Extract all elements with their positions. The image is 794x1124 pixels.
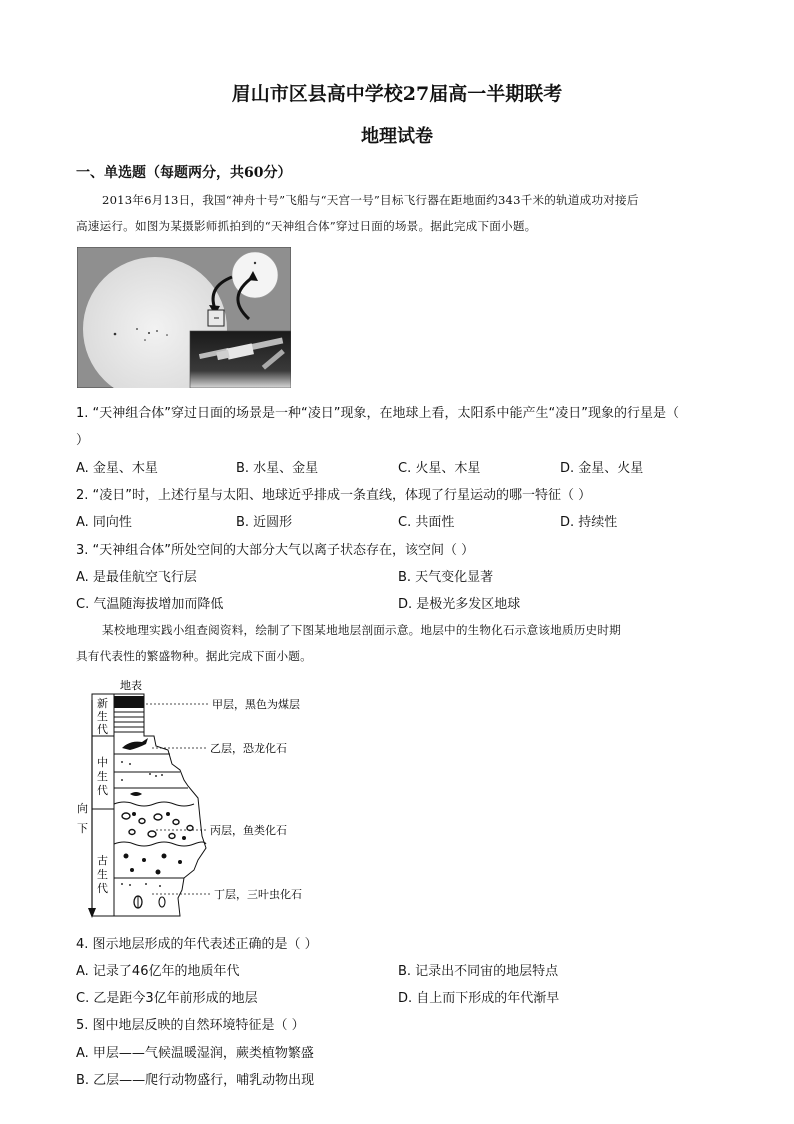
passage-1-line-2: 高速运行。如图为某摄影师抓拍到的“天神组合体”穿过日面的场景。据此完成下面小题。	[76, 219, 537, 233]
question-5-option-b[interactable]: B. 乙层——爬行动物盛行，哺乳动物出现	[76, 1073, 315, 1088]
question-5-option-a[interactable]: A. 甲层——气候温暖湿润，蕨类植物繁盛	[76, 1046, 314, 1061]
question-1-option-c[interactable]: C. 火星、木星	[398, 461, 481, 476]
question-1-stem-cont: ）	[76, 433, 90, 448]
coal-layer	[114, 696, 144, 708]
strata-profile-figure	[72, 676, 322, 920]
era-mesozoic-3: 代	[97, 784, 108, 797]
question-1-option-d[interactable]: D. 金星、火星	[560, 461, 644, 476]
direction-label-2: 下	[77, 822, 88, 835]
question-4-stem: 4. 图示地层形成的年代表述正确的是（ ）	[76, 937, 318, 952]
question-3-stem: 3. “天神组合体”所处空间的大部分大气以离子状态存在，该空间（ ）	[76, 543, 475, 558]
question-4-option-c[interactable]: C. 乙是距今3亿年前形成的地层	[76, 991, 258, 1006]
era-cenozoic-3: 代	[97, 723, 108, 736]
section-heading: 一、单选题（每题两分，共60分）	[76, 165, 292, 181]
question-1-option-b[interactable]: B. 水星、金星	[236, 461, 319, 476]
question-4-option-d[interactable]: D. 自上而下形成的年代渐早	[398, 991, 560, 1006]
direction-label-1: 向	[77, 802, 88, 815]
passage-1	[76, 187, 722, 239]
passage-2-line-1: 某校地理实践小组查阅资料，绘制了下图某地地层剖面示意。地层中的生物化石示意该地质历史时期	[102, 623, 621, 637]
question-3-option-d[interactable]: D. 是极光多发区地球	[398, 597, 521, 612]
sun-transit-photo	[77, 247, 291, 388]
question-1-stem: 1. “天神组合体”穿过日面的场景是一种“凌日”现象，在地球上看，太阳系中能产生“凌日”现象的行星是（	[76, 406, 679, 421]
passage-1-line-1: 2013年6月13日，我国“神舟十号”飞船与“天宫一号”目标飞行器在距地面约343千米的轨道成功对接后	[102, 193, 639, 207]
surface-label: 地表	[120, 679, 142, 692]
era-paleozoic-3: 代	[97, 882, 108, 895]
era-mesozoic-2: 生	[97, 770, 108, 783]
era-paleozoic-2: 生	[97, 868, 108, 881]
question-2-option-c[interactable]: C. 共面性	[398, 515, 455, 530]
question-2-option-b[interactable]: B. 近圆形	[236, 515, 293, 530]
question-2-stem: 2. “凌日”时，上述行星与太阳、地球近乎排成一条直线，体现了行星运动的哪一特征（ ）	[76, 488, 592, 503]
era-paleozoic-1: 古	[97, 854, 108, 867]
passage-2	[76, 617, 722, 669]
exam-title: 眉山市区县高中学校27届高一半期联考	[231, 83, 563, 105]
era-mesozoic-1: 中	[97, 756, 108, 769]
era-cenozoic-2: 生	[97, 710, 108, 723]
exam-subject: 地理试卷	[361, 126, 433, 147]
question-4-option-a[interactable]: A. 记录了46亿年的地质年代	[76, 964, 240, 979]
question-3-option-b[interactable]: B. 天气变化显著	[398, 570, 494, 585]
passage-2-line-2: 具有代表性的繁盛物种。据此完成下面小题。	[76, 649, 312, 663]
era-cenozoic-1: 新	[97, 697, 108, 710]
question-1-option-a[interactable]: A. 金星、木星	[76, 461, 158, 476]
layer-jia-label: 甲层，黑色为煤层	[212, 698, 300, 711]
question-4-option-b[interactable]: B. 记录出不同宙的地层特点	[398, 964, 559, 979]
question-3-option-c[interactable]: C. 气温随海拔增加而降低	[76, 597, 224, 612]
layer-yi-label: 乙层，恐龙化石	[210, 742, 287, 755]
question-2-option-d[interactable]: D. 持续性	[560, 515, 618, 530]
question-5-stem: 5. 图中地层反映的自然环境特征是（ ）	[76, 1018, 305, 1033]
layer-ding-label: 丁层，三叶虫化石	[214, 888, 302, 901]
layer-bing-label: 丙层，鱼类化石	[210, 824, 287, 837]
question-3-option-a[interactable]: A. 是最佳航空飞行层	[76, 570, 197, 585]
question-2-option-a[interactable]: A. 同向性	[76, 515, 132, 530]
